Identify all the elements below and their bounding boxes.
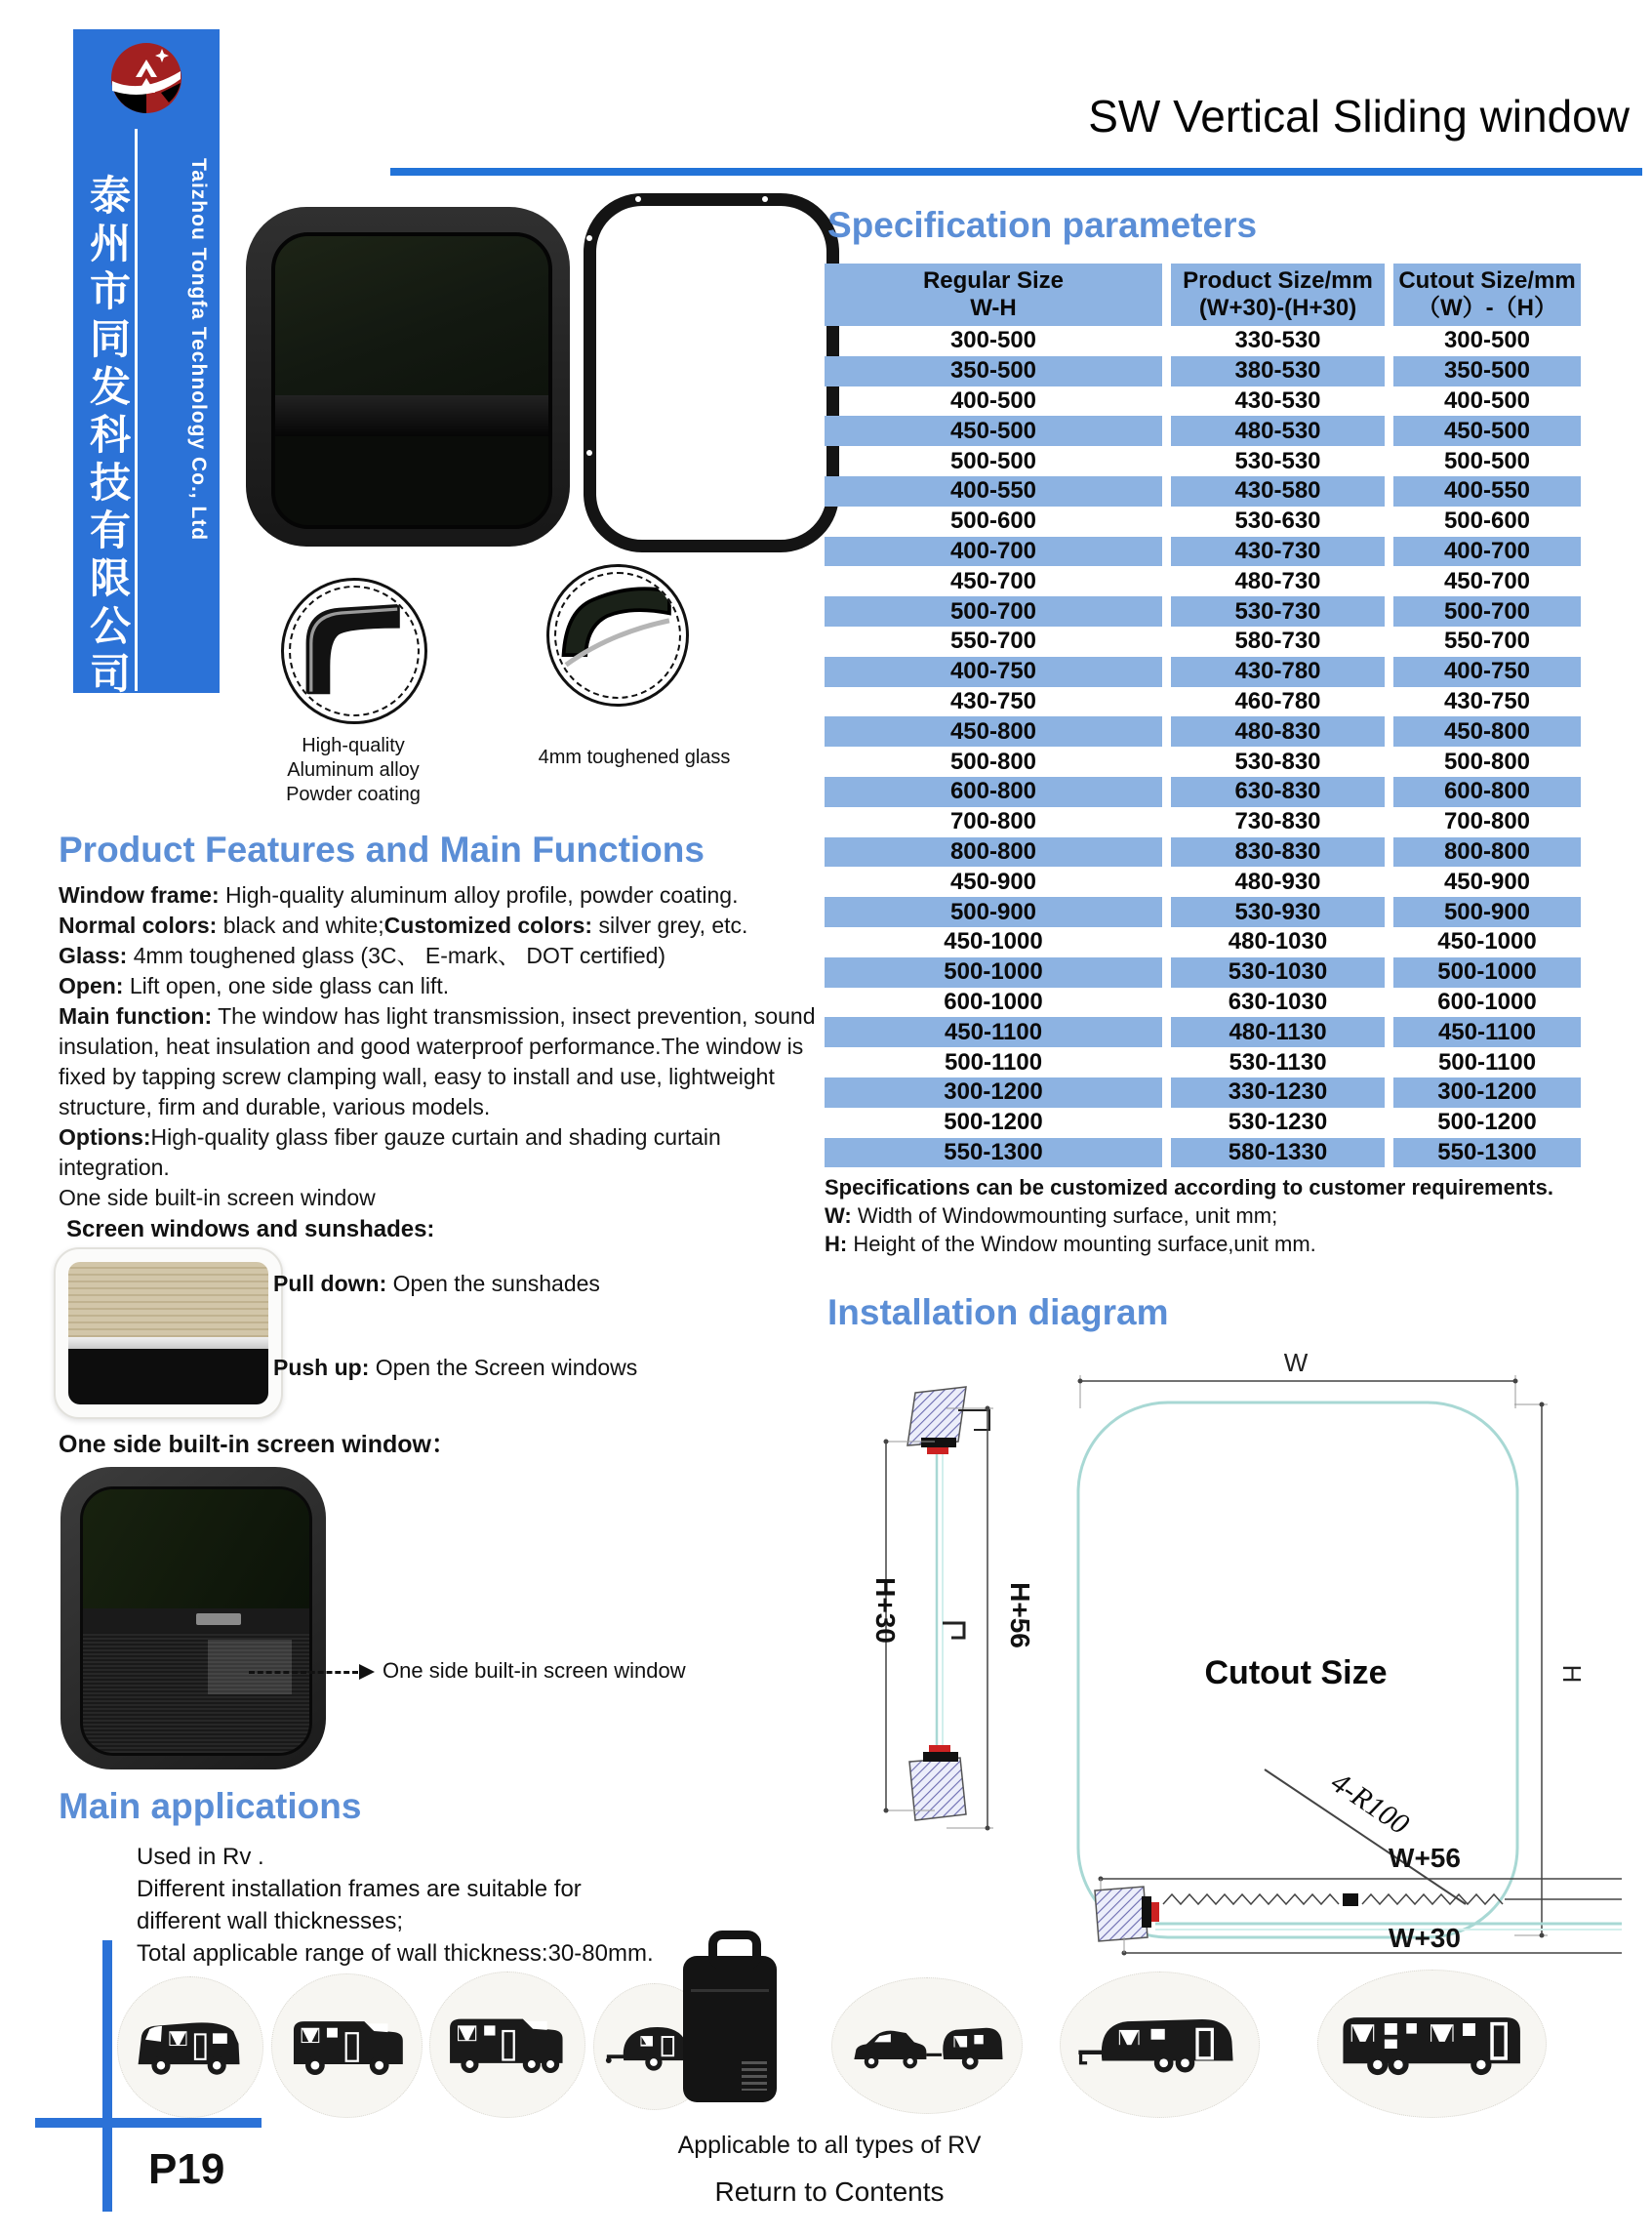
screen-window-mesh xyxy=(83,1632,309,1754)
spec-cell: 450-900 xyxy=(949,868,1037,895)
features-heading: Product Features and Main Functions xyxy=(59,830,705,870)
spec-heading: Specification parameters xyxy=(827,205,1258,245)
spec-cell: 550-1300 xyxy=(825,1138,1162,1168)
spec-cell: 530-830 xyxy=(1234,748,1321,775)
spec-notes xyxy=(825,1173,1615,1258)
spec-table-row xyxy=(825,957,1581,988)
spec-col-header: Cutout Size/mm （W）-（H） xyxy=(1393,264,1581,326)
spec-table-row xyxy=(825,476,1581,507)
spec-cell: 460-780 xyxy=(1234,687,1321,714)
spec-cell: 500-500 xyxy=(1443,447,1531,474)
spec-cell: 530-1230 xyxy=(1228,1109,1328,1136)
screen-window-photo xyxy=(60,1467,326,1769)
spec-cell: 500-1200 xyxy=(944,1109,1043,1136)
spec-cell: 450-700 xyxy=(1443,567,1531,594)
dim-w56-label: W+56 xyxy=(1389,1843,1461,1873)
spec-cell: 480-730 xyxy=(1234,567,1321,594)
glass-detail-caption: 4mm toughened glass xyxy=(538,747,731,768)
spec-table-row xyxy=(825,837,1581,868)
feature-line: Window frame: High-quality aluminum alloy profile, powder coating. xyxy=(59,882,739,908)
camper-van-icon xyxy=(128,2011,252,2083)
window-panes xyxy=(271,232,552,529)
spec-cell: 480-830 xyxy=(1171,716,1385,747)
spec-cell: 350-500 xyxy=(825,356,1162,386)
spec-cell: 330-1230 xyxy=(1171,1077,1385,1108)
company-banner xyxy=(73,29,220,700)
screen-panel xyxy=(68,1349,268,1404)
spec-note: W: Width of Windowmounting surface, unit mm; xyxy=(825,1203,1278,1228)
spec-table-row xyxy=(825,1138,1581,1168)
product-photo-window xyxy=(246,207,570,547)
dim-w-label: W xyxy=(1283,1352,1309,1377)
rv-icon-class-a-motorhome xyxy=(1317,1970,1547,2118)
spec-cell: 400-500 xyxy=(949,386,1037,414)
arrow-icon xyxy=(359,1664,375,1680)
spec-cell: 350-500 xyxy=(1393,356,1581,386)
spec-cell: 430-730 xyxy=(1171,537,1385,567)
pull-down-note: Pull down: Open the sunshades xyxy=(273,1271,600,1296)
spec-cell: 300-1200 xyxy=(825,1077,1162,1108)
corner-radius-label: 4-R100 xyxy=(1325,1766,1415,1842)
spec-table-row xyxy=(825,716,1581,747)
spec-cell: 480-1030 xyxy=(1228,928,1328,955)
feature-line: Options:High-quality glass fiber gauze curtain and shading curtain integration. xyxy=(59,1124,721,1180)
rv-icon-car-with-trailer xyxy=(831,1977,1023,2114)
spec-cell: 450-900 xyxy=(1443,868,1531,895)
spec-cell: 580-730 xyxy=(1234,628,1321,655)
spec-cell: 550-1300 xyxy=(1393,1138,1581,1168)
spec-cell: 600-800 xyxy=(1393,777,1581,807)
screen-window-bar xyxy=(83,1608,309,1632)
spec-cell: 530-1030 xyxy=(1171,957,1385,988)
spec-cell: 600-1000 xyxy=(1437,988,1537,1015)
callout-dashed-line xyxy=(249,1671,358,1674)
spec-cell: 430-750 xyxy=(949,687,1037,714)
spec-table-header xyxy=(825,264,1581,326)
spec-cell: 400-750 xyxy=(1393,657,1581,687)
applications-text xyxy=(137,1841,654,1970)
spec-table-row xyxy=(825,356,1581,386)
dim-h30-label: H+30 xyxy=(870,1577,901,1644)
rv-icon-motorhome-double-axle xyxy=(429,1972,585,2118)
spec-cell: 500-600 xyxy=(1443,508,1531,535)
spec-note: H: Height of the Window mounting surface,unit mm. xyxy=(825,1232,1316,1256)
corner-mark-vertical xyxy=(102,1940,112,2212)
window-bottom-pane xyxy=(275,436,548,525)
spec-cell: 500-800 xyxy=(1443,748,1531,775)
applications-line: different wall thicknesses; xyxy=(137,1908,404,1934)
rv-caption: Applicable to all types of RV xyxy=(677,2132,982,2159)
spec-cell: 450-1100 xyxy=(1393,1017,1581,1047)
spec-cell: 530-630 xyxy=(1234,508,1321,535)
motorhome-double-axle-icon xyxy=(441,2006,574,2083)
spec-cell: 530-730 xyxy=(1171,596,1385,627)
spec-table-row xyxy=(825,927,1581,957)
spec-cell: 500-1200 xyxy=(1437,1109,1537,1136)
spec-cell: 430-780 xyxy=(1171,657,1385,687)
spec-cell: 500-1100 xyxy=(1437,1048,1537,1076)
car-with-trailer-icon xyxy=(846,2011,1009,2082)
return-to-contents-link[interactable]: Return to Contents xyxy=(714,2176,945,2207)
spec-cell: 500-600 xyxy=(949,508,1037,535)
spec-cell: 300-1200 xyxy=(1393,1077,1581,1108)
spec-cell: 400-750 xyxy=(825,657,1162,687)
spec-cell: 600-1000 xyxy=(944,988,1043,1015)
applications-heading: Main applications xyxy=(59,1786,362,1826)
spec-cell: 830-830 xyxy=(1171,837,1385,868)
corner-mark-horizontal xyxy=(35,2118,262,2128)
spec-table-row xyxy=(825,537,1581,567)
spec-cell: 500-700 xyxy=(1393,596,1581,627)
spec-cell: 330-530 xyxy=(1234,327,1321,354)
spec-cell: 530-930 xyxy=(1171,897,1385,927)
applications-line: Used in Rv . xyxy=(137,1844,264,1870)
caravan-trailer-icon xyxy=(1074,2008,1245,2082)
window-divider-bar xyxy=(275,395,548,436)
spec-table-row xyxy=(825,807,1581,837)
spec-cell: 400-550 xyxy=(1393,476,1581,507)
glass-detail-photo xyxy=(546,564,689,707)
spec-cell: 480-530 xyxy=(1171,416,1385,446)
spec-cell: 500-1000 xyxy=(1393,957,1581,988)
spec-cell: 500-1100 xyxy=(944,1048,1043,1076)
page-number: P19 xyxy=(148,2145,225,2193)
spec-cell: 530-1130 xyxy=(1229,1048,1327,1076)
spec-table-row xyxy=(825,386,1581,417)
spec-cell: 500-900 xyxy=(825,897,1162,927)
company-name-en: Taizhou Tongfa Technology Co., Ltd xyxy=(187,158,210,542)
dim-h-label: H xyxy=(1557,1664,1587,1684)
spec-cell: 500-700 xyxy=(825,596,1162,627)
spec-table-row xyxy=(825,596,1581,627)
spec-cell: 700-800 xyxy=(949,808,1037,835)
screen-sunshade-label: Screen windows and sunshades: xyxy=(66,1216,435,1242)
product-photo-mount-frame xyxy=(584,193,839,552)
spec-cell: 430-530 xyxy=(1234,386,1321,414)
callout-label: One side built-in screen window xyxy=(383,1658,686,1683)
spec-cell: 450-1000 xyxy=(1437,928,1537,955)
spec-col-header: Regular Size W-H xyxy=(825,264,1162,326)
spec-cell: 550-700 xyxy=(1443,628,1531,655)
feature-line: Main function: The window has light transmission, insect prevention, sound insulation, heat insulation and good waterproof performance.The window is fixed by tapping screw clamping wall, easy to install and use, lightweight structure, firm and durable, various models. xyxy=(59,1003,816,1119)
spec-cell: 430-750 xyxy=(1443,687,1531,714)
spec-cell: 380-530 xyxy=(1171,356,1385,386)
spec-cell: 700-800 xyxy=(1443,808,1531,835)
spec-cell: 300-500 xyxy=(1443,327,1531,354)
spec-cell: 400-550 xyxy=(825,476,1162,507)
spec-cell: 500-800 xyxy=(949,748,1037,775)
spec-cell: 800-800 xyxy=(825,837,1162,868)
spec-cell: 450-800 xyxy=(1393,716,1581,747)
screen-window-glass xyxy=(83,1489,309,1608)
spec-table-row xyxy=(825,777,1581,807)
window-top-pane xyxy=(275,236,548,395)
spec-table-row xyxy=(825,1077,1581,1108)
spec-cell: 400-700 xyxy=(825,537,1162,567)
spec-table-row xyxy=(825,747,1581,777)
rv-icon-caravan-trailer xyxy=(1060,1972,1260,2118)
corner-detail-photo xyxy=(281,578,427,724)
spec-cell: 580-1330 xyxy=(1171,1138,1385,1168)
applications-line: Total applicable range of wall thickness:30-80mm. xyxy=(137,1940,654,1967)
class-a-motorhome-icon xyxy=(1334,2004,1529,2085)
features-text xyxy=(59,880,818,1213)
spec-table-row xyxy=(825,326,1581,356)
spec-table-row xyxy=(825,867,1581,897)
spec-note: Specifications can be customized according to customer requirements. xyxy=(825,1175,1553,1199)
spec-cell: 450-500 xyxy=(1393,416,1581,446)
spec-cell: 450-700 xyxy=(949,567,1037,594)
dim-h56-label: H+56 xyxy=(1005,1582,1035,1648)
spec-cell: 630-830 xyxy=(1171,777,1385,807)
spec-table-row xyxy=(825,1017,1581,1047)
applications-line: Different installation frames are suitable for xyxy=(137,1876,582,1902)
power-station-icon xyxy=(683,1956,777,2102)
spec-cell: 450-800 xyxy=(825,716,1162,747)
spec-cell: 500-1000 xyxy=(825,957,1162,988)
installation-heading: Installation diagram xyxy=(827,1292,1169,1332)
corner-detail-caption: High-quality Aluminum alloy Powder coating xyxy=(286,735,421,805)
sunshade-photo xyxy=(54,1247,283,1419)
spec-table-body xyxy=(825,326,1581,1167)
dim-w30-label: W+30 xyxy=(1389,1923,1461,1953)
spec-cell: 530-530 xyxy=(1234,447,1321,474)
company-logo-icon xyxy=(110,42,182,114)
spec-cell: 500-500 xyxy=(949,447,1037,474)
installation-diagram xyxy=(644,1352,1625,1986)
spec-cell: 630-1030 xyxy=(1228,988,1328,1015)
spec-table-row xyxy=(825,566,1581,596)
sunshade-pleats xyxy=(68,1262,268,1337)
feature-line: Glass: 4mm toughened glass (3C、 E-mark、 DOT certified) xyxy=(59,943,666,968)
feature-line: Open: Lift open, one side glass can lift. xyxy=(59,973,450,998)
spec-table-row xyxy=(825,657,1581,687)
cutout-size-label: Cutout Size xyxy=(1204,1654,1388,1691)
company-name-cn: 泰州市同发科技有限公司 xyxy=(85,174,131,700)
spec-table-row xyxy=(825,446,1581,476)
spec-table-row xyxy=(825,416,1581,446)
page-title: SW Vertical Sliding window xyxy=(1088,91,1630,142)
spec-cell: 300-500 xyxy=(949,327,1037,354)
spec-table-row xyxy=(825,507,1581,537)
spec-cell: 450-1000 xyxy=(944,928,1043,955)
spec-table-row xyxy=(825,687,1581,717)
spec-cell: 480-930 xyxy=(1234,868,1321,895)
spec-cell: 400-500 xyxy=(1443,386,1531,414)
spec-cell: 800-800 xyxy=(1393,837,1581,868)
spec-cell: 400-700 xyxy=(1393,537,1581,567)
spec-cell: 500-900 xyxy=(1393,897,1581,927)
spec-table-row xyxy=(825,1047,1581,1077)
spec-table-row xyxy=(825,627,1581,657)
rv-icon-camper-van xyxy=(117,1976,263,2118)
feature-line: Normal colors: black and white;Customized colors: silver grey, etc. xyxy=(59,913,748,938)
spec-cell: 450-1100 xyxy=(825,1017,1162,1047)
spec-cell: 550-700 xyxy=(949,628,1037,655)
spec-cell: 730-830 xyxy=(1234,808,1321,835)
sunshade-rail xyxy=(68,1337,268,1349)
title-rule xyxy=(390,168,1642,176)
feature-line: One side built-in screen window xyxy=(59,1185,376,1210)
rv-icon-motorhome xyxy=(271,1973,423,2118)
motorhome-icon xyxy=(283,2009,412,2084)
spec-table-row xyxy=(825,897,1581,927)
one-side-heading: One side built-in screen window： xyxy=(59,1431,456,1458)
spec-cell: 600-800 xyxy=(825,777,1162,807)
spec-cell: 430-580 xyxy=(1171,476,1385,507)
spec-table-row xyxy=(825,1108,1581,1138)
spec-cell: 480-1130 xyxy=(1171,1017,1385,1047)
spec-col-header: Product Size/mm (W+30)-(H+30) xyxy=(1171,264,1385,326)
push-up-note: Push up: Open the Screen windows xyxy=(273,1355,638,1380)
spec-table-row xyxy=(825,988,1581,1018)
spec-table xyxy=(825,264,1581,1167)
spec-cell: 450-500 xyxy=(825,416,1162,446)
